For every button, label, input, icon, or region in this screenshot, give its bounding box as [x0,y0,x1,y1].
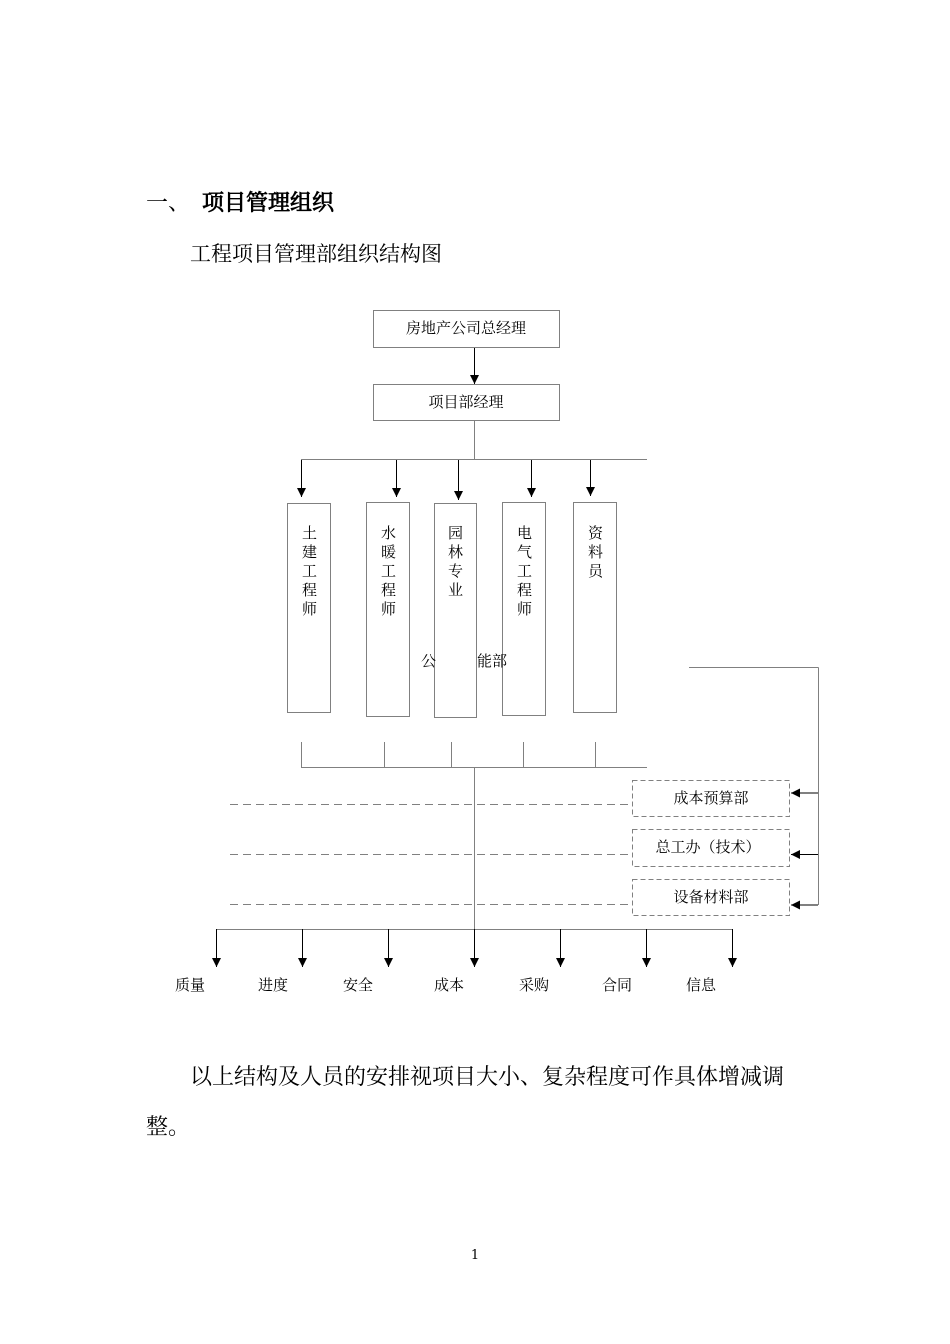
engineer-label: 园林专业 [446,525,464,601]
dept-label: 设备材料部 [673,888,749,906]
responsibility-label: 成本 [433,976,465,994]
section-title: 项目管理组织 [202,191,335,216]
func-dept-fragment: 公 [421,652,437,670]
dept-label: 总工办（技术） [655,838,761,856]
responsibility-label: 采购 [518,976,550,994]
responsibility-label: 信息 [685,976,717,994]
section-number: 一、 [146,191,191,216]
chart-title: 工程项目管理部组织结构图 [190,242,442,266]
responsibility-label: 合同 [601,976,633,994]
engineer-label: 水暖工程师 [379,525,397,620]
responsibility-label: 质量 [174,976,206,994]
paragraph-line-2: 整。 [146,1115,191,1140]
top-label: 房地产公司总经理 [405,319,527,337]
page-number: 1 [470,1248,480,1263]
manager-label: 项目部经理 [428,393,504,411]
engineer-label: 电气工程师 [515,525,533,620]
responsibility-label: 进度 [257,976,289,994]
engineer-label: 资料员 [586,525,604,582]
engineer-label: 土建工程师 [300,525,318,620]
func-dept-fragment: 能部 [477,652,508,670]
responsibility-label: 安全 [342,976,374,994]
paragraph-line-1: 以上结构及人员的安排视项目大小、复杂程度可作具体增减调 [190,1065,785,1090]
dept-label: 成本预算部 [673,789,749,807]
